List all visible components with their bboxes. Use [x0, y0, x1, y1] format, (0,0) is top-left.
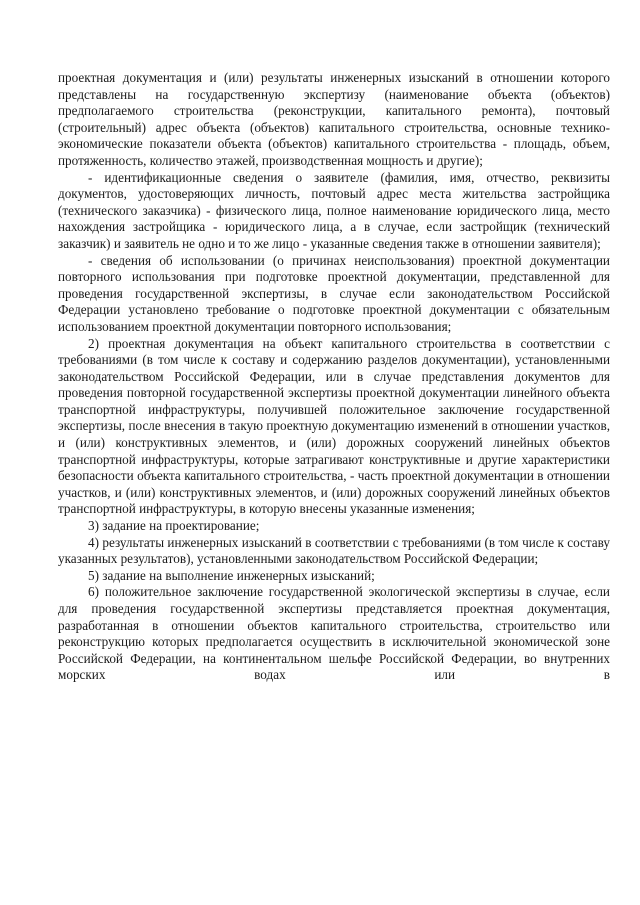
paragraph-reuse-info: - сведения об использовании (о причинах неиспользования) проектной документации повторного использования при подготовке проектной документации, представленной для проведения государственной экспертизы, в случае если законодательством Российской Федерации установлено требование о подготовке проектной документации с обязательным использованием проектной документации повторного использования;: [58, 252, 610, 334]
paragraph-object-description: проектная документация и (или) результаты инженерных изысканий в отношении которого представлены на государственную экспертизу (наименование объекта (объектов) предполагаемого строительства (реконструкции, капитального ремонта), почтовый (строительный) адрес объекта (объектов) капитального строительства, основные технико-экономические показатели объекта (объектов) капитального строительства - площадь, объем, протяженность, количество этажей, производственная мощность и другие);: [58, 70, 610, 168]
paragraph-item-6: 6) положительное заключение государственной экологической экспертизы в случае, если для проведения государственной экспертизы представляется проектная документация, разработанная в отношении объектов капитального строительства, строительство или реконструкцию которых предполагается осуществить в исключительной экономической зоне Российской Федерации, на континентальном шельфе Российской Федерации, во внутренних морских водах или в: [58, 584, 610, 683]
paragraph-applicant-info: - идентификационные сведения о заявителе (фамилия, имя, отчество, реквизиты документов, удостоверяющих личность, почтовый адрес места жительства застройщика (технического заказчика) - физического лица, полное наименование юридического лица, место нахождения застройщика - юридического лица, а в случае, если застройщик (технический заказчик) и заявитель не одно и то же лицо - указанные сведения также в отношении заявителя);: [58, 169, 610, 251]
paragraph-item-5: 5) задание на выполнение инженерных изысканий;: [88, 567, 375, 583]
paragraph-item-2: 2) проектная документация на объект капитального строительства в соответствии с требованиями (в том числе к составу и содержанию разделов документации), установленными законодательством Российской Федерации, или в случае представления документов для проведения повторной государственной экспертизы проектной документации линейного объекта транспортной инфраструктуры, получившей положительное заключение государственной экспертизы, после внесения в такую проектную документацию изменений в отношении участков, и (или) конструктивных элементов, и (или) дорожных сооружений линейных объектов транспортной инфраструктуры, которые затрагивают конструктивные и другие характеристики безопасности объекта капитального строительства, - часть проектной документации в отношении участков, и (или) конструктивных элементов, и (или) дорожных сооружений линейных объектов транспортной инфраструктуры, в которую внесены указанные изменения;: [58, 335, 610, 517]
document-page: [58, 70, 610, 684]
paragraph-item-3: 3) задание на проектирование;: [88, 518, 260, 534]
paragraph-item-4: 4) результаты инженерных изысканий в соответствии с требованиями (в том числе к составу указанных результатов), установленными законодательством Российской Федерации;: [58, 534, 610, 567]
